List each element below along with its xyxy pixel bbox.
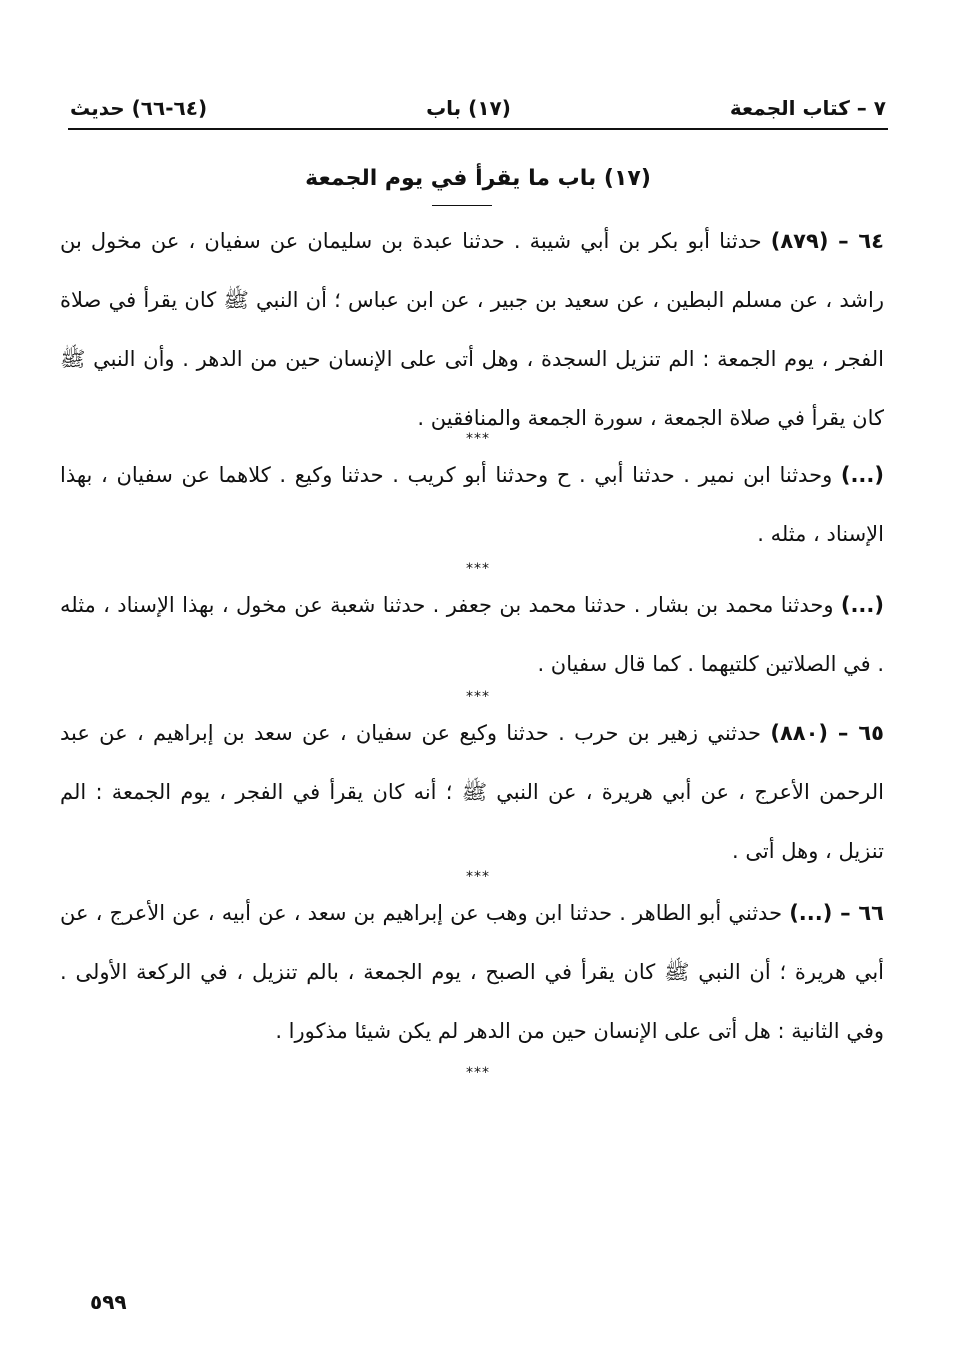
page-number: ٥٩٩ (90, 1290, 127, 1314)
hadith-text: حدثني زهير بن حرب . حدثنا وكيع عن سفيان ، عن سعد بن إبراهيم ، عن عبد الرحمن الأعرج ، عن أبي هريرة ، عن النبي ﷺ ؛ أنه كان يقرأ في الفجر ، يوم الجمعة : الم تنزيل ، وهل أتى . (60, 721, 884, 863)
running-header (70, 88, 886, 128)
hadith-block-66 (60, 884, 884, 1061)
hadith-number: ٦٥ – (٨٨٠) (770, 721, 884, 745)
hadith-block-65 (60, 704, 884, 881)
hadith-block-64 (60, 212, 884, 448)
hadith-text: حدثني أبو الطاهر . حدثنا ابن وهب عن إبراهيم بن سعد ، عن أبيه ، عن الأعرج ، عن أبي هريرة ؛ أن النبي ﷺ كان يقرأ في الصبح ، يوم الجمعة ، بالم تنزيل ، في الركعة الأولى . وفي الثانية : هل أتى على الإنسان حين من الدهر لم يكن شيئا مذكورا . (60, 901, 884, 1043)
header-hadith-range: (٦٤-٦٦) حديث (70, 96, 208, 120)
separator-stars: *** (466, 431, 490, 447)
hadith-text: وحدثنا ابن نمير . حدثنا أبي . ح وحدثنا أبو كريب . حدثنا وكيع . كلاهما عن سفيان ، بهذا الإسناد ، مثله . (60, 463, 884, 546)
hadith-block-64-chain-3 (60, 576, 884, 694)
title-underline (432, 205, 492, 206)
hadith-text: وحدثنا محمد بن بشار . حدثنا محمد بن جعفر . حدثنا شعبة عن مخول ، بهذا الإسناد ، مثله . في الصلاتين كلتيهما . كما قال سفيان . (60, 593, 884, 676)
hadith-text: حدثنا أبو بكر بن أبي شيبة . حدثنا عبدة بن سليمان عن سفيان ، عن مخول بن راشد ، عن مسلم البطين ، عن سعيد بن جبير ، عن ابن عباس ؛ أن النبي ﷺ كان يقرأ في صلاة الفجر ، يوم الجمعة : الم تنزيل السجدة ، وهل أتى على الإنسان حين من الدهر . وأن النبي ﷺ كان يقرأ في صلاة الجمعة ، سورة الجمعة والمنافقين . (60, 229, 884, 430)
hadith-block-64-chain-2 (60, 446, 884, 564)
header-rule (68, 128, 888, 130)
header-book-title: ٧ – كتاب الجمعة (729, 96, 886, 120)
hadith-number: (...) (840, 463, 884, 487)
chapter-title: (١٧) باب ما يقرأ في يوم الجمعة (305, 166, 651, 191)
hadith-number: (...) (840, 593, 884, 617)
hadith-number: ٦٤ – (٨٧٩) (770, 229, 884, 253)
hadith-number: ٦٦ – (...) (789, 901, 884, 925)
end-mark: *** (466, 1065, 490, 1081)
separator-stars: *** (466, 869, 490, 885)
header-chapter: (١٧) باب (426, 96, 511, 120)
separator-stars: *** (466, 689, 490, 705)
separator-stars: *** (466, 561, 490, 577)
